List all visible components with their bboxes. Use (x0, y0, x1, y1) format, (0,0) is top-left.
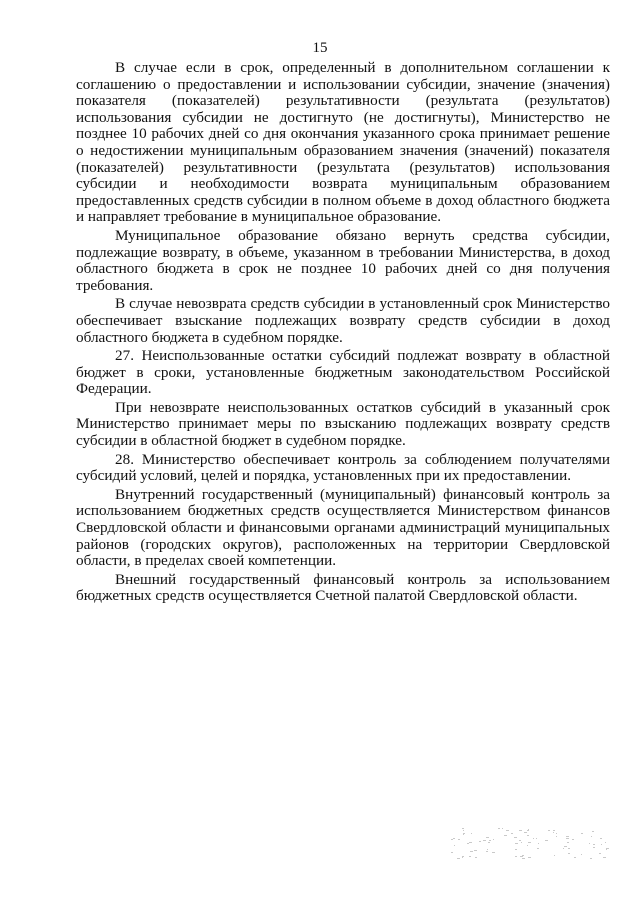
scan-speck (493, 839, 494, 840)
scan-speck (454, 845, 455, 846)
paragraph-subsidy-target-failure: В случае если в срок, определенный в дополнительном соглашении к соглашению о предоставлении и использовании субсидии, значение (значения) показателя (показателей) результативности (результата (результатов) использования субсидии не достигнуто (не достигнуты), Министерство не позднее 10 рабочих дней со дня окончания указанного срока принимает решение о недостижении муниципальным образованием значения (значений) показателя (показателей) результативности (результата (результатов) использования субсидии и необходимости возврата муниципальным образованием предоставленных средств субсидии в полном объеме в доход областного бюджета и направляет требование в муниципальное образование. (76, 59, 610, 226)
scan-speck (487, 849, 488, 850)
scan-speck (458, 839, 460, 840)
scan-speck (511, 833, 513, 834)
scan-speck (485, 840, 486, 841)
scan-speck (492, 852, 495, 853)
scan-speck (524, 832, 527, 833)
scan-speck (474, 850, 477, 851)
scan-speck (515, 843, 518, 844)
scan-speck (527, 835, 529, 836)
scan-speck (467, 843, 469, 844)
scan-speck (519, 830, 522, 831)
scan-speck (566, 838, 569, 839)
scan-speck (515, 856, 517, 857)
scan-speck (528, 842, 531, 843)
scan-speck (506, 830, 509, 831)
scan-speck (502, 828, 503, 829)
scan-speck (533, 838, 534, 839)
scan-speck (528, 857, 531, 858)
scan-speck (556, 836, 557, 837)
scan-speck (591, 836, 592, 837)
scan-speck (527, 830, 529, 831)
scan-speck (498, 828, 500, 829)
scan-speck (605, 842, 606, 843)
scan-speck (566, 836, 569, 837)
scan-speck (451, 852, 453, 853)
scan-speck (603, 857, 606, 858)
scan-speck (553, 832, 554, 833)
scan-speck (453, 838, 455, 839)
scan-speck (515, 849, 517, 850)
scan-speck (568, 848, 570, 849)
document-body (76, 60, 610, 607)
scan-speck (556, 833, 557, 834)
scan-speck (538, 843, 539, 844)
scan-speck (487, 851, 488, 852)
scan-speck (590, 858, 592, 859)
paragraph-internal-control: Внутренний государственный (муниципальный) финансовый контроль за использованием бюджетных средств осуществляется Министерством финансов Свердловской области и финансовыми органами администраций муниципальных районов (городских округов), расположенных на территории Свердловской области, в пределах своей компетенции. (76, 485, 610, 570)
scan-speck (581, 854, 582, 855)
scan-speck (593, 847, 595, 848)
page-number: 15 (312, 40, 328, 56)
scan-speck (463, 834, 464, 835)
scan-speck (451, 839, 453, 840)
scan-noise-mark (450, 828, 610, 862)
scan-speck (537, 848, 539, 849)
paragraph-court-recovery: В случае невозврата средств субсидии в установленный срок Министерство обеспечивает взыскание подлежащих возврату средств субсидии в доход областного бюджета в судебном порядке. (76, 295, 610, 346)
paragraph-unused-balance-recovery: При невозврате неиспользованных остатков субсидий в указанный срок Министерство принимает меры по взысканию подлежащих возврату средств субсидии в областной бюджет в судебном порядке. (76, 398, 610, 450)
scan-speck (567, 842, 569, 843)
scan-speck (514, 837, 517, 838)
scan-speck (489, 840, 491, 841)
paragraph-municipal-return-obligation: Муниципальное образование обязано вернуть средства субсидии, подлежащие возврату, в объеме, указанном в требовании Министерства, в доход областного бюджета в срок не позднее 10 рабочих дней со дня получения требования. (76, 226, 610, 294)
scan-speck (581, 833, 583, 834)
paragraph-item-28: 28. Министерство обеспечивает контроль за соблюдением получателями субсидий условий, целей и порядка, установленных при их предоставлении. (76, 450, 610, 485)
scan-speck (593, 844, 595, 845)
scan-speck (606, 849, 607, 850)
scan-speck (536, 838, 537, 839)
scan-speck (522, 858, 525, 859)
scan-speck (599, 853, 601, 854)
scan-speck (469, 856, 471, 857)
scan-speck (589, 843, 590, 844)
scan-speck (553, 830, 555, 831)
paragraph-item-27: 27. Неиспользованные остатки субсидий подлежат возврату в областной бюджет в сроки, установленные бюджетным законодательством Российской Федерации. (76, 347, 610, 398)
scan-speck (488, 842, 490, 843)
scan-speck (470, 851, 473, 852)
scan-speck (563, 848, 564, 849)
scan-speck (457, 858, 460, 859)
scan-speck (601, 844, 602, 845)
scan-speck (520, 856, 523, 857)
scan-speck (479, 841, 481, 842)
scan-speck (554, 855, 555, 856)
scan-speck (504, 835, 507, 836)
scan-speck (463, 830, 464, 831)
scan-speck (600, 838, 602, 839)
scan-speck (475, 857, 477, 858)
scan-speck (572, 839, 574, 840)
scan-speck (462, 828, 464, 829)
scan-speck (471, 833, 472, 834)
scan-speck (592, 831, 594, 832)
scan-speck (568, 853, 570, 854)
scan-speck (519, 840, 521, 841)
scan-speck (548, 830, 550, 831)
scan-speck (545, 840, 548, 841)
scan-speck (486, 851, 487, 852)
scan-speck (469, 842, 472, 843)
scan-speck (486, 837, 489, 838)
scan-speck (521, 842, 522, 843)
scan-speck (527, 845, 528, 846)
scan-speck (574, 857, 576, 858)
scan-speck (462, 857, 463, 858)
paragraph-external-control: Внешний государственный финансовый контроль за использованием бюджетных средств осуществляется Счетной палатой Свердловской области. (76, 570, 610, 605)
scan-speck (564, 846, 567, 847)
